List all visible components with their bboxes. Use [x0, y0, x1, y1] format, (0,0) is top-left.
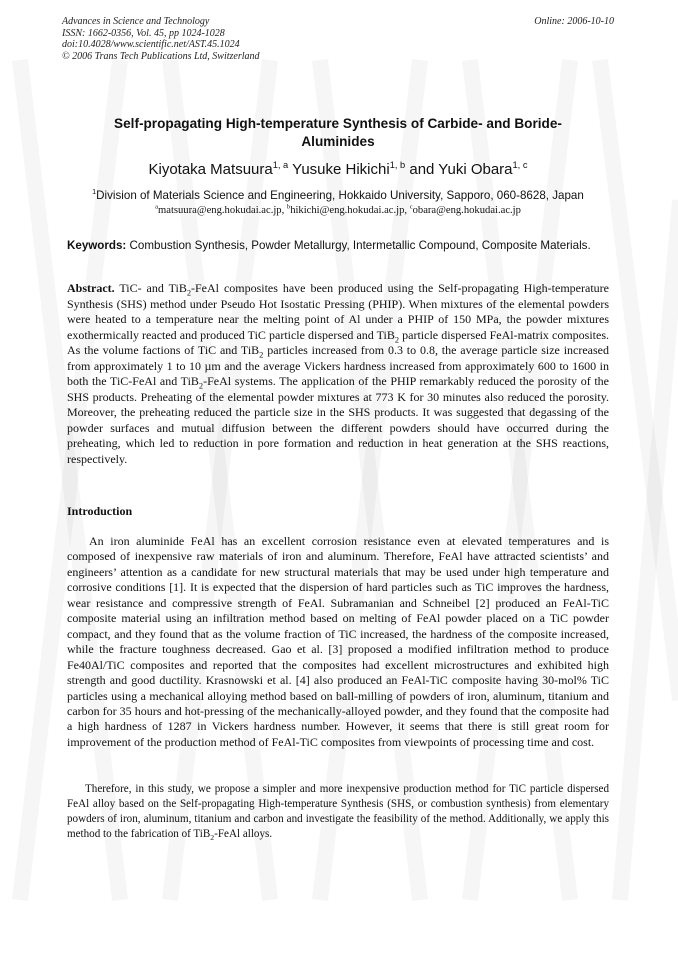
email-list: $^a$matsuura@eng.hokudai.ac.jp, $^b$hikichi@eng.hokudai.ac.jp, $^c$obara@eng.hokudai.ac.jp: [155, 203, 521, 216]
author-separator: and: [405, 161, 439, 178]
abstract-block: [67, 281, 609, 467]
journal-header: [62, 16, 260, 62]
subscript: 2: [394, 334, 400, 344]
paragraph-text: Therefore, in this study, we propose a simpler and more inexpensive production method for TiC particle dispersed FeAl alloy based on the Self-propagating High-temperature Synthesis (SHS, or combustion synthesis) from elementary powders of iron, aluminum, titanium and carbon and investigate the feasibility of the method. Additionally, we apply this method to the fabrication of TiB: [67, 783, 609, 840]
abstract-text: particles increased from 0.3 to 0.8, the average particle size increased from approximately 1 to 10 µm and the average Vickers hardness increased from approximately 600 to 1600 in both the TiC-FeAl and TiB: [67, 343, 609, 388]
email-mark: a: [155, 203, 158, 211]
abstract-text: particle dispersed FeAl-matrix composites. As the volume factions of TiC and TiB: [67, 327, 609, 357]
journal-name: Advances in Science and Technology: [62, 16, 210, 27]
subscript: 2: [198, 381, 204, 391]
keywords-text: Combustion Synthesis, Powder Metallurgy, Intermetallic Compound, Composite Materials.: [129, 239, 591, 252]
issn-line: ISSN: 1662-0356, Vol. 45, pp 1024-1028: [62, 27, 225, 39]
abstract-text: -FeAl systems. The application of the PHIP remarkably reduced the porosity of the SHS products. Preheating of the elemental powder mixtures at 773 K for 30 minutes also reduced the porosity. Moreover, the preheating reduced the particle size in the SHS products. It was suggested that degassing of the powder surfaces and mutual diffusion between the different powders should have occurred during the preheating, which led to reduction in pore formation and reduction in heat generation at the SHS reactions, respectively.: [67, 374, 609, 466]
paragraph-text: -FeAl alloys.: [214, 827, 273, 840]
abstract-text: -FeAl composites have been produced using the Self-propagating High-temperature Synthesis (SHS) method under Pseudo Hot Isostatic Pressing (PHIP). When mixtures of the elemental powders were heated to a temperature near the melting point of Al under a PHIP of 150 MPa, the powder mixtures exothermically reacted and produced TiC particle dispersed and TiB: [67, 281, 609, 342]
affiliation: [62, 188, 614, 203]
introduction-body: [67, 534, 609, 750]
affiliation-mark: 1: [92, 187, 97, 197]
author-name: Yusuke Hikichi: [292, 161, 390, 178]
author-mark: 1, c: [512, 160, 528, 170]
author-mark: 1, b: [389, 160, 406, 170]
paper-title: [62, 115, 614, 151]
keywords-label: Keywords:: [67, 239, 127, 252]
abstract-label: Abstract.: [67, 281, 115, 295]
author-name: Yuki Obara: [438, 161, 513, 178]
subscript: 2: [259, 350, 264, 360]
subscript: 2: [210, 832, 215, 842]
email-address[interactable]: hikichi@eng.hokudai.ac.jp: [290, 205, 405, 216]
author-mark: 1, a: [272, 160, 289, 170]
author-name: Kiyotaka Matsuura: [148, 161, 273, 178]
paragraph: An iron aluminide FeAl has an excellent corrosion resistance even at elevated temperatures and is composed of inexpensive raw materials of iron and aluminum. Therefore, FeAl have attracted scientists’ and engineers’ attention as a candidate for new structural materials that may be used under high temperature and corrosive conditions [1]. It is expected that the dispersion of hard particles such as TiC improves the hardness, wear resistance and compressive strength of FeAl. Subramanian and Schneibel [2] produced an FeAl-TiC composite material using an infiltration method based on melting of FeAl powder placed on a TiC powder compact, and they found that as the volume fraction of TiC increased, the hardness of the composite increased, while the fracture toughness decreased. Gao et al. [3] proposed a modified infiltration method to produce Fe40Al/TiC composites and reported that the composites had excellent microstructures and exhibited high strength and good ductility. Krasnowski et al. [4] also produced an FeAl-TiC composite having 30-mol% TiC particles using a mechanical alloying method based on ball-milling of powders of iron, aluminum, titanium and carbon for 35 hours and hot-pressing of the mechanically-alloyed powder, and they found that the composite had a high hardness of 1287 in Vickers hardness number. However, it seems that there is still great room for improvement of the production method of FeAl-TiC composites from viewpoints of processing time and cost.: [67, 534, 609, 749]
abstract-text: TiC- and TiB: [119, 281, 187, 295]
section-heading: Introduction: [67, 504, 133, 518]
email-mark: c: [409, 203, 413, 211]
title-line-1: Self-propagating High-temperature Synthesis of Carbide- and Boride-: [114, 116, 562, 131]
online-date: Online: 2006-10-10: [534, 16, 614, 27]
title-line-2: Aluminides: [301, 134, 375, 149]
email-mark: b: [286, 203, 291, 211]
copyright-line: © 2006 Trans Tech Publications Ltd, Switzerland: [62, 50, 260, 62]
author-list: [62, 160, 614, 180]
email-address[interactable]: matsuura@eng.hokudai.ac.jp: [158, 205, 282, 216]
subscript: 2: [186, 288, 192, 298]
affiliation-text: Division of Materials Science and Engineering, Hokkaido University, Sapporo, 060-8628, Japan: [96, 189, 584, 202]
email-address[interactable]: obara@eng.hokudai.ac.jp: [412, 205, 521, 216]
keywords-block: [67, 238, 609, 253]
paragraph: [67, 782, 609, 842]
doi-line[interactable]: doi:10.4028/www.scientific.net/AST.45.1024: [62, 39, 240, 50]
